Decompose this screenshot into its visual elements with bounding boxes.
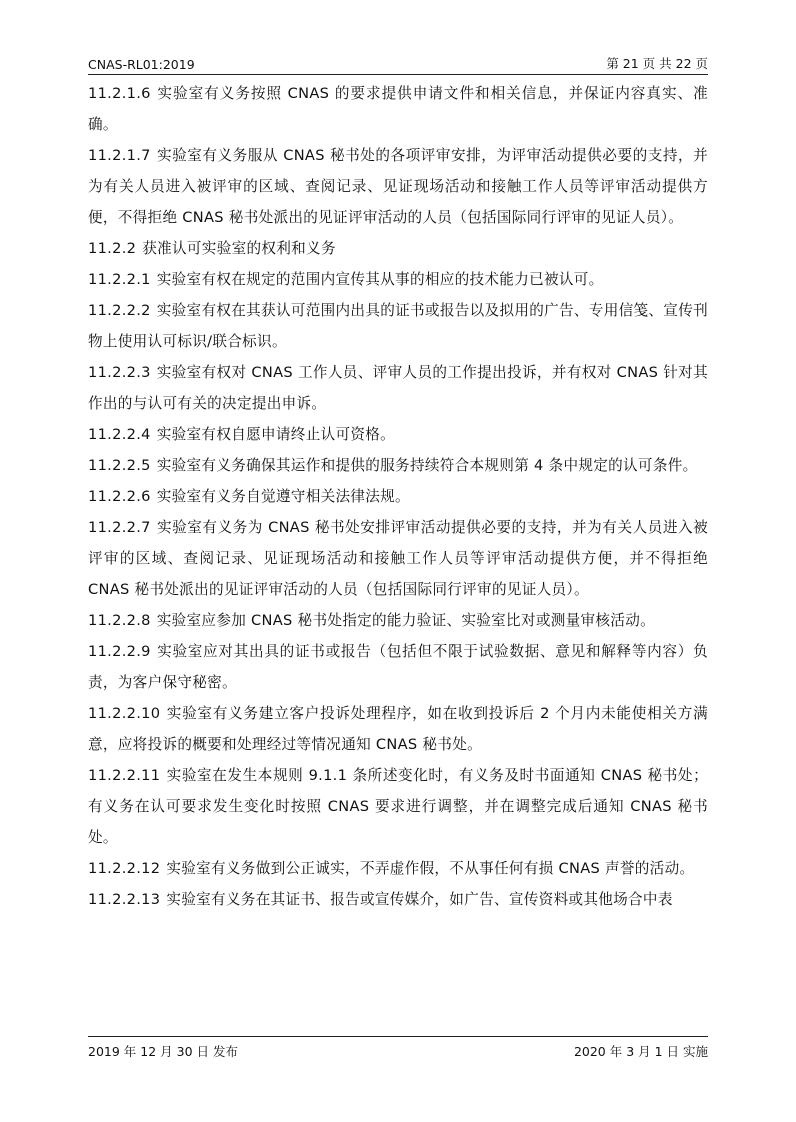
clause-number: 11.2.1.6 [88, 85, 151, 102]
clause-text: 实验室有权对 CNAS 工作人员、评审人员的工作提出投诉，并有权对 CNAS 针对其作出的与认可有关的决定提出申诉。 [88, 364, 708, 412]
section-heading [88, 233, 708, 264]
clause-number: 11.2.2.13 [88, 891, 161, 908]
clause-paragraph [88, 419, 708, 450]
clause-text: 实验室应对其出具的证书或报告（包括但不限于试验数据、意见和解释等内容）负责，为客户保守秘密。 [88, 643, 708, 691]
clause-paragraph [88, 264, 708, 295]
clause-text: 实验室在发生本规则 9.1.1 条所述变化时，有义务及时书面通知 CNAS 秘书处；有义务在认可要求发生变化时按照 CNAS 要求进行调整，并在调整完成后通知 CNAS 秘书处。 [88, 767, 708, 846]
clause-number: 11.2.2.8 [88, 612, 151, 629]
page-header [88, 52, 708, 75]
publish-date: 2019 年 12 月 30 日 发布 [88, 1044, 238, 1059]
clause-number: 11.2.1.7 [88, 147, 151, 164]
clause-text: 实验室有义务做到公正诚实，不弄虚作假，不从事任何有损 CNAS 声誉的活动。 [166, 860, 695, 877]
clause-paragraph [88, 78, 708, 140]
clause-paragraph [88, 295, 708, 357]
page-footer [88, 1036, 708, 1060]
clause-paragraph [88, 481, 708, 512]
clause-paragraph [88, 760, 708, 853]
clause-number: 11.2.2.7 [88, 519, 151, 536]
clause-paragraph [88, 884, 708, 915]
clause-text: 实验室有权在规定的范围内宣传其从事的相应的技术能力已被认可。 [156, 271, 604, 288]
clause-number: 11.2.2.5 [88, 457, 151, 474]
clause-number: 11.2.2.10 [88, 705, 161, 722]
clause-text: 实验室有义务自觉遵守相关法律法规。 [156, 488, 410, 505]
clause-text: 实验室有义务在其证书、报告或宣传媒介，如广告、宣传资料或其他场合中表 [166, 891, 673, 908]
clause-number: 11.2.2.2 [88, 302, 151, 319]
clause-text: 实验室有权在其获认可范围内出具的证书或报告以及拟用的广告、专用信笺、宣传刊物上使用认可标识/联合标识。 [88, 302, 708, 350]
clause-number: 11.2.2.9 [88, 643, 151, 660]
clause-paragraph [88, 450, 708, 481]
clause-paragraph [88, 636, 708, 698]
clause-number: 11.2.2.12 [88, 860, 161, 877]
clause-paragraph [88, 357, 708, 419]
clause-number: 11.2.2.1 [88, 271, 151, 288]
clause-number: 11.2.2.11 [88, 767, 161, 784]
clause-number: 11.2.2.3 [88, 364, 151, 381]
clause-paragraph [88, 605, 708, 636]
clause-text: 实验室有义务建立客户投诉处理程序，如在收到投诉后 2 个月内未能使相关方满意，应将投诉的概要和处理经过等情况通知 CNAS 秘书处。 [88, 705, 708, 753]
clause-text: 实验室有义务按照 CNAS 的要求提供申请文件和相关信息，并保证内容真实、准确。 [88, 85, 708, 133]
clause-text: 获准认可实验室的权利和义务 [142, 240, 336, 257]
document-body [88, 78, 708, 915]
clause-text: 实验室有义务确保其运作和提供的服务持续符合本规则第 4 条中规定的认可条件。 [156, 457, 698, 474]
clause-number: 11.2.2 [88, 240, 137, 257]
clause-number: 11.2.2.6 [88, 488, 151, 505]
clause-paragraph [88, 853, 708, 884]
clause-text: 实验室有义务为 CNAS 秘书处安排评审活动提供必要的支持，并为有关人员进入被评审的区域、查阅记录、见证现场活动和接触工作人员等评审活动提供方便，并不得拒绝 CNAS 秘书处派出的见证评审活动的人员（包括国际同行评审的见证人员）。 [88, 519, 708, 598]
page-number: 第 21 页 共 22 页 [606, 56, 708, 71]
clause-paragraph [88, 698, 708, 760]
clause-text: 实验室有权自愿申请终止认可资格。 [156, 426, 396, 443]
clause-text: 实验室有义务服从 CNAS 秘书处的各项评审安排，为评审活动提供必要的支持，并为有关人员进入被评审的区域、查阅记录、见证现场活动和接触工作人员等评审活动提供方便，不得拒绝 CNAS 秘书处派出的见证评审活动的人员（包括国际同行评审的见证人员）。 [88, 147, 708, 226]
clause-paragraph [88, 140, 708, 233]
clause-number: 11.2.2.4 [88, 426, 151, 443]
clause-text: 实验室应参加 CNAS 秘书处指定的能力验证、实验室比对或测量审核活动。 [156, 612, 655, 629]
document-code: CNAS-RL01:2019 [88, 57, 195, 72]
clause-paragraph [88, 512, 708, 605]
effective-date: 2020 年 3 月 1 日 实施 [573, 1044, 708, 1059]
